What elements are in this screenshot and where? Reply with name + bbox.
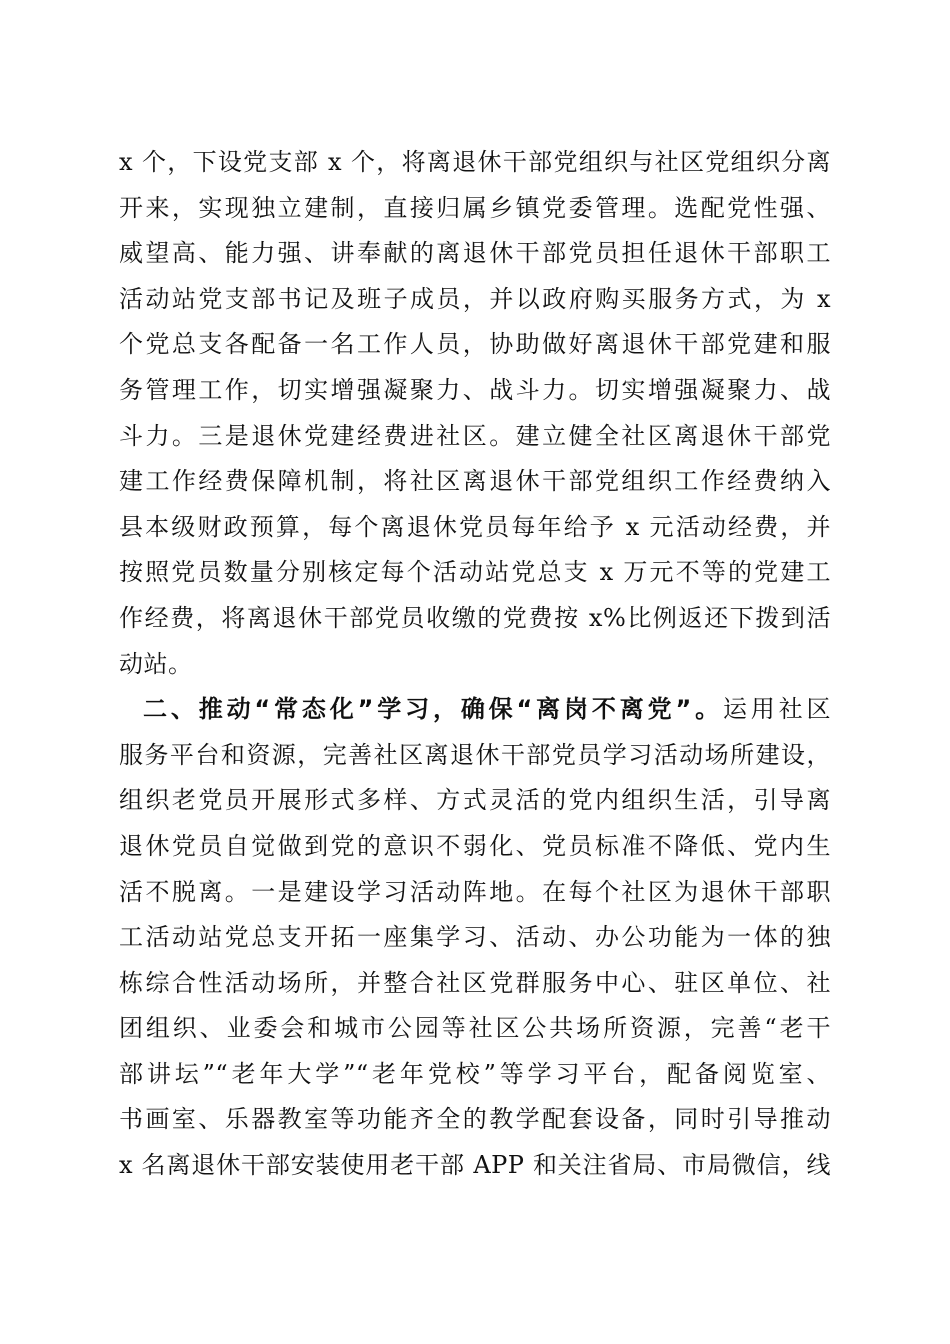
text-line: 按照党员数量分别核定每个活动站党总支 x 万元不等的党建工 [119, 558, 831, 587]
section-heading: 二、推动“常态化”学习，确保“离岗不离党”。 [143, 695, 723, 724]
text-line: 退休党员自觉做到党的意识不弱化、党员标准不降低、党内生 [119, 831, 831, 860]
text-line: 开来，实现独立建制，直接归属乡镇党委管理。选配党性强、 [119, 193, 831, 222]
heading-line-rest: 运用社区 [722, 695, 832, 724]
text-line: x 个，下设党支部 x 个，将离退休干部党组织与社区党组织分离 [119, 148, 831, 176]
text-line: 组织老党员开展形式多样、方式灵活的党内组织生活，引导离 [119, 786, 831, 815]
text-line: 动站。 [119, 649, 193, 678]
body-text [119, 140, 831, 1189]
text-line: 服务平台和资源，完善社区离退休干部党员学习活动场所建设， [119, 740, 831, 769]
paragraph-2 [119, 687, 831, 1189]
text-line: 威望高、能力强、讲奉献的离退休干部党员担任退休干部职工 [119, 239, 831, 268]
text-line: 建工作经费保障机制，将社区离退休干部党组织工作经费纳入 [119, 467, 831, 496]
text-line: 活动站党支部书记及班子成员，并以政府购买服务方式，为 x [119, 284, 831, 313]
paragraph-1 [119, 140, 831, 687]
text-line: 个党总支各配备一名工作人员，协助做好离退休干部党建和服 [119, 330, 831, 359]
text-line: 部讲坛”“老年大学”“老年党校”等学习平台，配备阅览室、 [119, 1059, 831, 1088]
text-line: 工活动站党总支开拓一座集学习、活动、办公功能为一体的独 [119, 923, 831, 952]
text-line: 务管理工作，切实增强凝聚力、战斗力。切实增强凝聚力、战 [119, 375, 831, 404]
text-line: 斗力。三是退休党建经费进社区。建立健全社区离退休干部党 [119, 421, 831, 450]
heading-line [119, 687, 831, 733]
text-line: 栋综合性活动场所，并整合社区党群服务中心、驻区单位、社 [119, 968, 831, 997]
text-line: x 名离退休干部安装使用老干部 APP 和关注省局、市局微信，线 [119, 1151, 831, 1180]
text-line: 书画室、乐器教室等功能齐全的教学配套设备，同时引导推动 [119, 1105, 831, 1134]
text-line: 团组织、业委会和城市公园等社区公共场所资源，完善“老干 [119, 1014, 831, 1043]
text-line: 县本级财政预算，每个离退休党员每年给予 x 元活动经费，并 [119, 512, 831, 541]
text-line: 活不脱离。一是建设学习活动阵地。在每个社区为退休干部职 [119, 877, 831, 906]
text-line: 作经费，将离退休干部党员收缴的党费按 x%比例返还下拨到活 [119, 603, 831, 632]
